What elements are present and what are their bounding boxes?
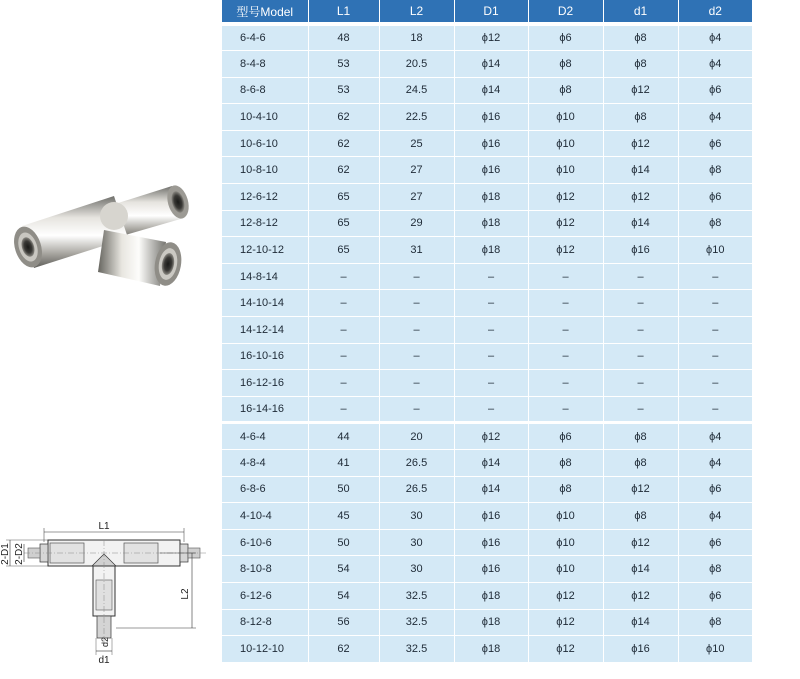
table-cell: ϕ18 bbox=[454, 184, 528, 211]
table-cell: ϕ6 bbox=[678, 476, 752, 503]
table-cell: – bbox=[528, 263, 603, 290]
model-cell: 12-8-12 bbox=[222, 210, 308, 237]
model-cell: 4-6-4 bbox=[222, 423, 308, 450]
table-cell: – bbox=[454, 317, 528, 344]
table-cell: ϕ8 bbox=[528, 450, 603, 477]
table-cell: ϕ16 bbox=[603, 636, 678, 663]
table-cell: 45 bbox=[308, 503, 379, 530]
table-cell: 54 bbox=[308, 582, 379, 609]
table-cell: ϕ18 bbox=[454, 210, 528, 237]
table-row bbox=[222, 24, 752, 51]
header-d2: D2 bbox=[528, 0, 603, 24]
table-cell: ϕ10 bbox=[678, 636, 752, 663]
table-cell: ϕ12 bbox=[528, 636, 603, 663]
table-cell: – bbox=[603, 263, 678, 290]
table-cell: – bbox=[528, 396, 603, 423]
table-row bbox=[222, 556, 752, 583]
model-cell: 10-12-10 bbox=[222, 636, 308, 663]
table-cell: ϕ6 bbox=[678, 77, 752, 104]
table-cell: – bbox=[603, 396, 678, 423]
model-cell: 12-10-12 bbox=[222, 237, 308, 264]
table-cell: – bbox=[678, 370, 752, 397]
table-cell: 32.5 bbox=[379, 582, 454, 609]
table-cell: ϕ12 bbox=[603, 130, 678, 157]
table-cell: – bbox=[678, 317, 752, 344]
table-cell: ϕ10 bbox=[528, 503, 603, 530]
d2-inner-label: d2 bbox=[100, 636, 110, 648]
table-cell: ϕ18 bbox=[454, 636, 528, 663]
table-cell: 30 bbox=[379, 503, 454, 530]
table-cell: ϕ12 bbox=[528, 184, 603, 211]
table-cell: 26.5 bbox=[379, 476, 454, 503]
table-cell: ϕ16 bbox=[603, 237, 678, 264]
table-cell: ϕ8 bbox=[528, 51, 603, 78]
table-cell: 30 bbox=[379, 556, 454, 583]
model-cell: 8-12-8 bbox=[222, 609, 308, 636]
table-cell: 65 bbox=[308, 210, 379, 237]
header-l1: L1 bbox=[308, 0, 379, 24]
table-cell: 30 bbox=[379, 529, 454, 556]
table-cell: 44 bbox=[308, 423, 379, 450]
table-cell: – bbox=[379, 263, 454, 290]
table-cell: ϕ12 bbox=[603, 77, 678, 104]
table-cell: ϕ4 bbox=[678, 423, 752, 450]
model-cell: 10-6-10 bbox=[222, 130, 308, 157]
table-row bbox=[222, 263, 752, 290]
table-row bbox=[222, 450, 752, 477]
table-cell: – bbox=[454, 263, 528, 290]
table-row bbox=[222, 104, 752, 131]
table-cell: ϕ10 bbox=[528, 157, 603, 184]
table-cell: ϕ4 bbox=[678, 51, 752, 78]
table-cell: ϕ14 bbox=[603, 210, 678, 237]
table-row bbox=[222, 237, 752, 264]
table-cell: ϕ8 bbox=[603, 450, 678, 477]
table-cell: ϕ14 bbox=[454, 51, 528, 78]
table-cell: ϕ10 bbox=[528, 529, 603, 556]
model-cell: 16-10-16 bbox=[222, 343, 308, 370]
table-cell: – bbox=[603, 290, 678, 317]
table-row bbox=[222, 343, 752, 370]
table-cell: 53 bbox=[308, 51, 379, 78]
table-cell: 29 bbox=[379, 210, 454, 237]
table-cell: 62 bbox=[308, 636, 379, 663]
table-cell: – bbox=[603, 343, 678, 370]
table-cell: – bbox=[454, 290, 528, 317]
table-cell: ϕ4 bbox=[678, 503, 752, 530]
table-cell: ϕ10 bbox=[528, 556, 603, 583]
table-row bbox=[222, 157, 752, 184]
table-cell: 62 bbox=[308, 130, 379, 157]
header-small-d1: d1 bbox=[603, 0, 678, 24]
table-cell: ϕ16 bbox=[454, 529, 528, 556]
header-l2: L2 bbox=[379, 0, 454, 24]
table-cell: – bbox=[603, 370, 678, 397]
table-cell: 48 bbox=[308, 24, 379, 51]
table-cell: 65 bbox=[308, 184, 379, 211]
table-cell: – bbox=[528, 290, 603, 317]
table-cell: 20.5 bbox=[379, 51, 454, 78]
header-small-d2: d2 bbox=[678, 0, 752, 24]
table-cell: – bbox=[308, 396, 379, 423]
model-cell: 6-12-6 bbox=[222, 582, 308, 609]
model-cell: 16-12-16 bbox=[222, 370, 308, 397]
table-cell: ϕ18 bbox=[454, 582, 528, 609]
table-cell: – bbox=[308, 263, 379, 290]
table-row bbox=[222, 582, 752, 609]
table-row bbox=[222, 51, 752, 78]
table-cell: ϕ6 bbox=[528, 423, 603, 450]
tee-fitting-photo bbox=[4, 178, 196, 290]
table-row bbox=[222, 609, 752, 636]
table-cell: ϕ6 bbox=[528, 24, 603, 51]
table-cell: ϕ12 bbox=[528, 609, 603, 636]
d2-outer-label: 2-D2 bbox=[14, 543, 25, 565]
table-cell: ϕ16 bbox=[454, 104, 528, 131]
table-cell: ϕ8 bbox=[678, 609, 752, 636]
table-cell: ϕ8 bbox=[603, 104, 678, 131]
table-cell: 20 bbox=[379, 423, 454, 450]
model-cell: 8-4-8 bbox=[222, 51, 308, 78]
table-cell: – bbox=[308, 290, 379, 317]
table-cell: 27 bbox=[379, 184, 454, 211]
table-cell: ϕ10 bbox=[678, 237, 752, 264]
table-cell: ϕ14 bbox=[454, 450, 528, 477]
table-body bbox=[222, 24, 752, 662]
table-row bbox=[222, 210, 752, 237]
table-cell: ϕ4 bbox=[678, 24, 752, 51]
table-header bbox=[222, 0, 752, 24]
table-cell: ϕ12 bbox=[528, 210, 603, 237]
table-cell: ϕ14 bbox=[603, 556, 678, 583]
table-row bbox=[222, 476, 752, 503]
table-cell: 24.5 bbox=[379, 77, 454, 104]
table-cell: ϕ10 bbox=[528, 104, 603, 131]
table-cell: ϕ18 bbox=[454, 609, 528, 636]
table-cell: ϕ12 bbox=[603, 582, 678, 609]
table-cell: ϕ18 bbox=[454, 237, 528, 264]
table-cell: 41 bbox=[308, 450, 379, 477]
table-cell: ϕ6 bbox=[678, 184, 752, 211]
table-cell: – bbox=[379, 370, 454, 397]
table-cell: – bbox=[308, 317, 379, 344]
table-cell: ϕ8 bbox=[678, 556, 752, 583]
model-cell: 6-4-6 bbox=[222, 24, 308, 51]
dimension-drawing bbox=[0, 518, 215, 668]
table-cell: – bbox=[678, 343, 752, 370]
table-row bbox=[222, 290, 752, 317]
table-cell: ϕ8 bbox=[528, 77, 603, 104]
table-row bbox=[222, 370, 752, 397]
table-row bbox=[222, 317, 752, 344]
header-model: 型号Model bbox=[222, 0, 308, 24]
table-cell: 31 bbox=[379, 237, 454, 264]
table-cell: 56 bbox=[308, 609, 379, 636]
table-cell: ϕ12 bbox=[528, 237, 603, 264]
d1-outer-label: 2-D1 bbox=[0, 543, 11, 565]
table-cell: ϕ16 bbox=[454, 556, 528, 583]
table-cell: ϕ12 bbox=[603, 529, 678, 556]
table-cell: – bbox=[678, 396, 752, 423]
table-cell: ϕ8 bbox=[603, 24, 678, 51]
table-cell: – bbox=[308, 370, 379, 397]
table-cell: ϕ16 bbox=[454, 503, 528, 530]
table-cell: – bbox=[454, 343, 528, 370]
l2-label: L2 bbox=[180, 588, 191, 600]
table-cell: – bbox=[379, 290, 454, 317]
table-cell: – bbox=[454, 396, 528, 423]
table-cell: 50 bbox=[308, 529, 379, 556]
table-row bbox=[222, 396, 752, 423]
table-cell: ϕ8 bbox=[603, 423, 678, 450]
table-cell: 65 bbox=[308, 237, 379, 264]
model-cell: 10-4-10 bbox=[222, 104, 308, 131]
table-cell: 22.5 bbox=[379, 104, 454, 131]
table-cell: ϕ8 bbox=[678, 157, 752, 184]
table-cell: – bbox=[379, 317, 454, 344]
d1-inner-label: d1 bbox=[98, 655, 110, 666]
table-row bbox=[222, 77, 752, 104]
model-cell: 8-6-8 bbox=[222, 77, 308, 104]
table-cell: ϕ6 bbox=[678, 529, 752, 556]
table-row bbox=[222, 184, 752, 211]
table-cell: ϕ12 bbox=[454, 423, 528, 450]
table-cell: ϕ12 bbox=[528, 582, 603, 609]
table-cell: ϕ4 bbox=[678, 450, 752, 477]
table-cell: ϕ6 bbox=[678, 582, 752, 609]
l1-label: L1 bbox=[98, 521, 110, 532]
table-row bbox=[222, 636, 752, 663]
spec-table bbox=[222, 0, 752, 662]
table-cell: 54 bbox=[308, 556, 379, 583]
table-cell: – bbox=[528, 317, 603, 344]
table-cell: ϕ8 bbox=[528, 476, 603, 503]
table-cell: ϕ14 bbox=[603, 157, 678, 184]
model-cell: 10-8-10 bbox=[222, 157, 308, 184]
header-d1: D1 bbox=[454, 0, 528, 24]
model-cell: 14-8-14 bbox=[222, 263, 308, 290]
table-cell: ϕ6 bbox=[678, 130, 752, 157]
table-cell: 32.5 bbox=[379, 609, 454, 636]
table-cell: – bbox=[308, 343, 379, 370]
table-cell: ϕ8 bbox=[603, 51, 678, 78]
table-cell: ϕ14 bbox=[603, 609, 678, 636]
table-cell: – bbox=[678, 290, 752, 317]
table-cell: 62 bbox=[308, 104, 379, 131]
table-cell: – bbox=[528, 370, 603, 397]
table-cell: ϕ8 bbox=[678, 210, 752, 237]
table-cell: – bbox=[528, 343, 603, 370]
table-cell: ϕ12 bbox=[603, 184, 678, 211]
table-row bbox=[222, 529, 752, 556]
table-cell: 62 bbox=[308, 157, 379, 184]
model-cell: 6-10-6 bbox=[222, 529, 308, 556]
model-cell: 12-6-12 bbox=[222, 184, 308, 211]
model-cell: 6-8-6 bbox=[222, 476, 308, 503]
table-cell: – bbox=[454, 370, 528, 397]
model-cell: 14-12-14 bbox=[222, 317, 308, 344]
table-row bbox=[222, 130, 752, 157]
table-cell: 50 bbox=[308, 476, 379, 503]
table-cell: ϕ16 bbox=[454, 157, 528, 184]
model-cell: 4-8-4 bbox=[222, 450, 308, 477]
model-cell: 4-10-4 bbox=[222, 503, 308, 530]
table-cell: – bbox=[603, 317, 678, 344]
table-cell: 18 bbox=[379, 24, 454, 51]
table-cell: – bbox=[379, 343, 454, 370]
table-cell: 26.5 bbox=[379, 450, 454, 477]
header-row bbox=[222, 0, 752, 24]
table-cell: ϕ12 bbox=[454, 24, 528, 51]
table-cell: 27 bbox=[379, 157, 454, 184]
model-cell: 8-10-8 bbox=[222, 556, 308, 583]
table-cell: 25 bbox=[379, 130, 454, 157]
table-cell: 32.5 bbox=[379, 636, 454, 663]
table-cell: ϕ12 bbox=[603, 476, 678, 503]
table-cell: ϕ14 bbox=[454, 77, 528, 104]
table-row bbox=[222, 503, 752, 530]
model-cell: 14-10-14 bbox=[222, 290, 308, 317]
table-cell: ϕ10 bbox=[528, 130, 603, 157]
table-cell: ϕ16 bbox=[454, 130, 528, 157]
table-cell: – bbox=[379, 396, 454, 423]
table-cell: ϕ14 bbox=[454, 476, 528, 503]
table-cell: – bbox=[678, 263, 752, 290]
table-cell: ϕ8 bbox=[603, 503, 678, 530]
table-row bbox=[222, 423, 752, 450]
model-cell: 16-14-16 bbox=[222, 396, 308, 423]
table-cell: 53 bbox=[308, 77, 379, 104]
table-cell: ϕ4 bbox=[678, 104, 752, 131]
